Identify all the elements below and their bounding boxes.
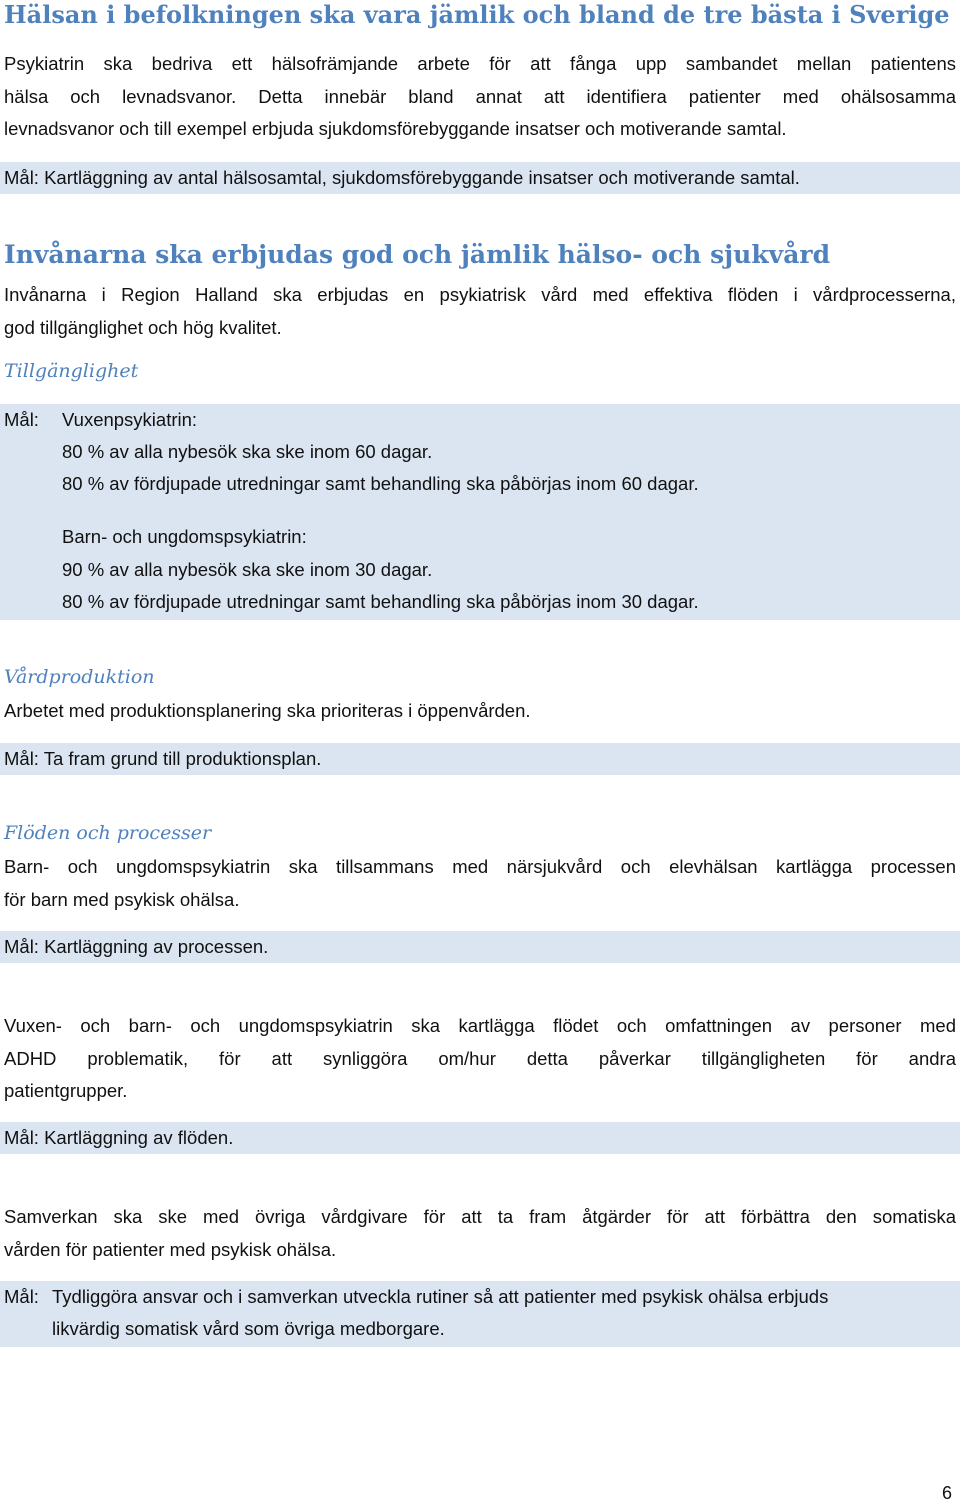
- paragraph-line: patientgrupper.: [4, 1080, 128, 1101]
- subheading-floden: Flöden och processer: [4, 822, 212, 844]
- goal-box-tillganglighet: [0, 404, 960, 620]
- goal-label: Mål:: [4, 1286, 39, 1307]
- paragraph-vardproduktion: [4, 695, 956, 728]
- page-number: 6: [941, 1483, 952, 1503]
- goal-box-vardproduktion: [0, 743, 960, 775]
- child-heading: Barn- och ungdomspsykiatrin:: [62, 526, 307, 547]
- goal-text: Mål: Kartläggning av antal hälsosamtal, sjukdomsförebyggande insatser och motiverande samtal.: [4, 167, 800, 188]
- goal-text: Mål: Kartläggning av processen.: [4, 936, 269, 957]
- paragraph-line: för barn med psykisk ohälsa.: [4, 888, 240, 910]
- section-paragraph-invanarna: [4, 279, 956, 344]
- subheading-tillganglighet: Tillgänglighet: [4, 360, 139, 382]
- paragraph-line: Samverkan ska ske med övriga vårdgivare för att ta fram åtgärder för att förbättra den somatiska: [4, 1206, 956, 1227]
- section-title-halsan: Hälsan i befolkningen ska vara jämlik och bland de tre bästa i Sverige: [4, 0, 950, 29]
- paragraph-line: god tillgänglighet och hög kvalitet.: [4, 316, 282, 338]
- goal-text: likvärdig somatisk vård som övriga medborgare.: [52, 1318, 445, 1339]
- goal-text: Mål: Ta fram grund till produktionsplan.: [4, 748, 322, 769]
- paragraph-line: Arbetet med produktionsplanering ska prioriteras i öppenvården.: [4, 700, 531, 721]
- goal-text: Tydliggöra ansvar och i samverkan utveckla rutiner så att patienter med psykisk ohälsa erbjuds: [52, 1286, 829, 1307]
- child-goal-item: 80 % av fördjupade utredningar samt behandling ska påbörjas inom 30 dagar.: [62, 591, 699, 612]
- paragraph-line: levnadsvanor och till exempel erbjuda sjukdomsförebyggande insatser och motiverande samtal.: [4, 118, 787, 139]
- paragraph-line: vården för patienter med psykisk ohälsa.: [4, 1238, 337, 1260]
- goal-label: Mål:: [4, 409, 39, 430]
- subheading-vardproduktion: Vårdproduktion: [4, 666, 155, 688]
- goal-box-floden-1: [0, 931, 960, 963]
- adult-goal-item: 80 % av alla nybesök ska ske inom 60 dagar.: [62, 441, 433, 462]
- child-goal-item: 90 % av alla nybesök ska ske inom 30 dagar.: [62, 559, 433, 580]
- goal-box-halsan: [0, 162, 960, 194]
- paragraph-line: Barn- och ungdomspsykiatrin ska tillsammans med närsjukvård och elevhälsan kartlägga processen: [4, 856, 956, 877]
- section-title-invanarna: Invånarna ska erbjudas god och jämlik hälso- och sjukvård: [4, 240, 831, 269]
- paragraph-line: Vuxen- och barn- och ungdomspsykiatrin ska kartlägga flödet och omfattningen av personer med: [4, 1015, 956, 1036]
- paragraph-line: Invånarna i Region Halland ska erbjudas en psykiatrisk vård med effektiva flöden i vårdprocesserna,: [4, 284, 956, 305]
- paragraph-line: hälsa och levnadsvanor. Detta innebär bland annat att identifiera patienter med ohälsosamma: [4, 85, 956, 107]
- paragraph-floden-2: [4, 1010, 956, 1108]
- adult-goal-item: 80 % av fördjupade utredningar samt behandling ska påbörjas inom 60 dagar.: [62, 473, 699, 494]
- goal-box-floden-3: [0, 1281, 960, 1347]
- adult-heading: Vuxenpsykiatrin:: [62, 409, 198, 430]
- paragraph-floden-1: [4, 851, 956, 916]
- goal-text: Mål: Kartläggning av flöden.: [4, 1127, 234, 1148]
- paragraph-line: ADHD problematik, för att synliggöra om/hur detta påverkar tillgängligheten för andra: [4, 1047, 956, 1069]
- paragraph-floden-3: [4, 1201, 956, 1266]
- goal-box-floden-2: [0, 1122, 960, 1154]
- section-paragraph-halsan: [4, 48, 956, 146]
- paragraph-line: Psykiatrin ska bedriva ett hälsofrämjande arbete för att fånga upp sambandet mellan patientens: [4, 53, 956, 74]
